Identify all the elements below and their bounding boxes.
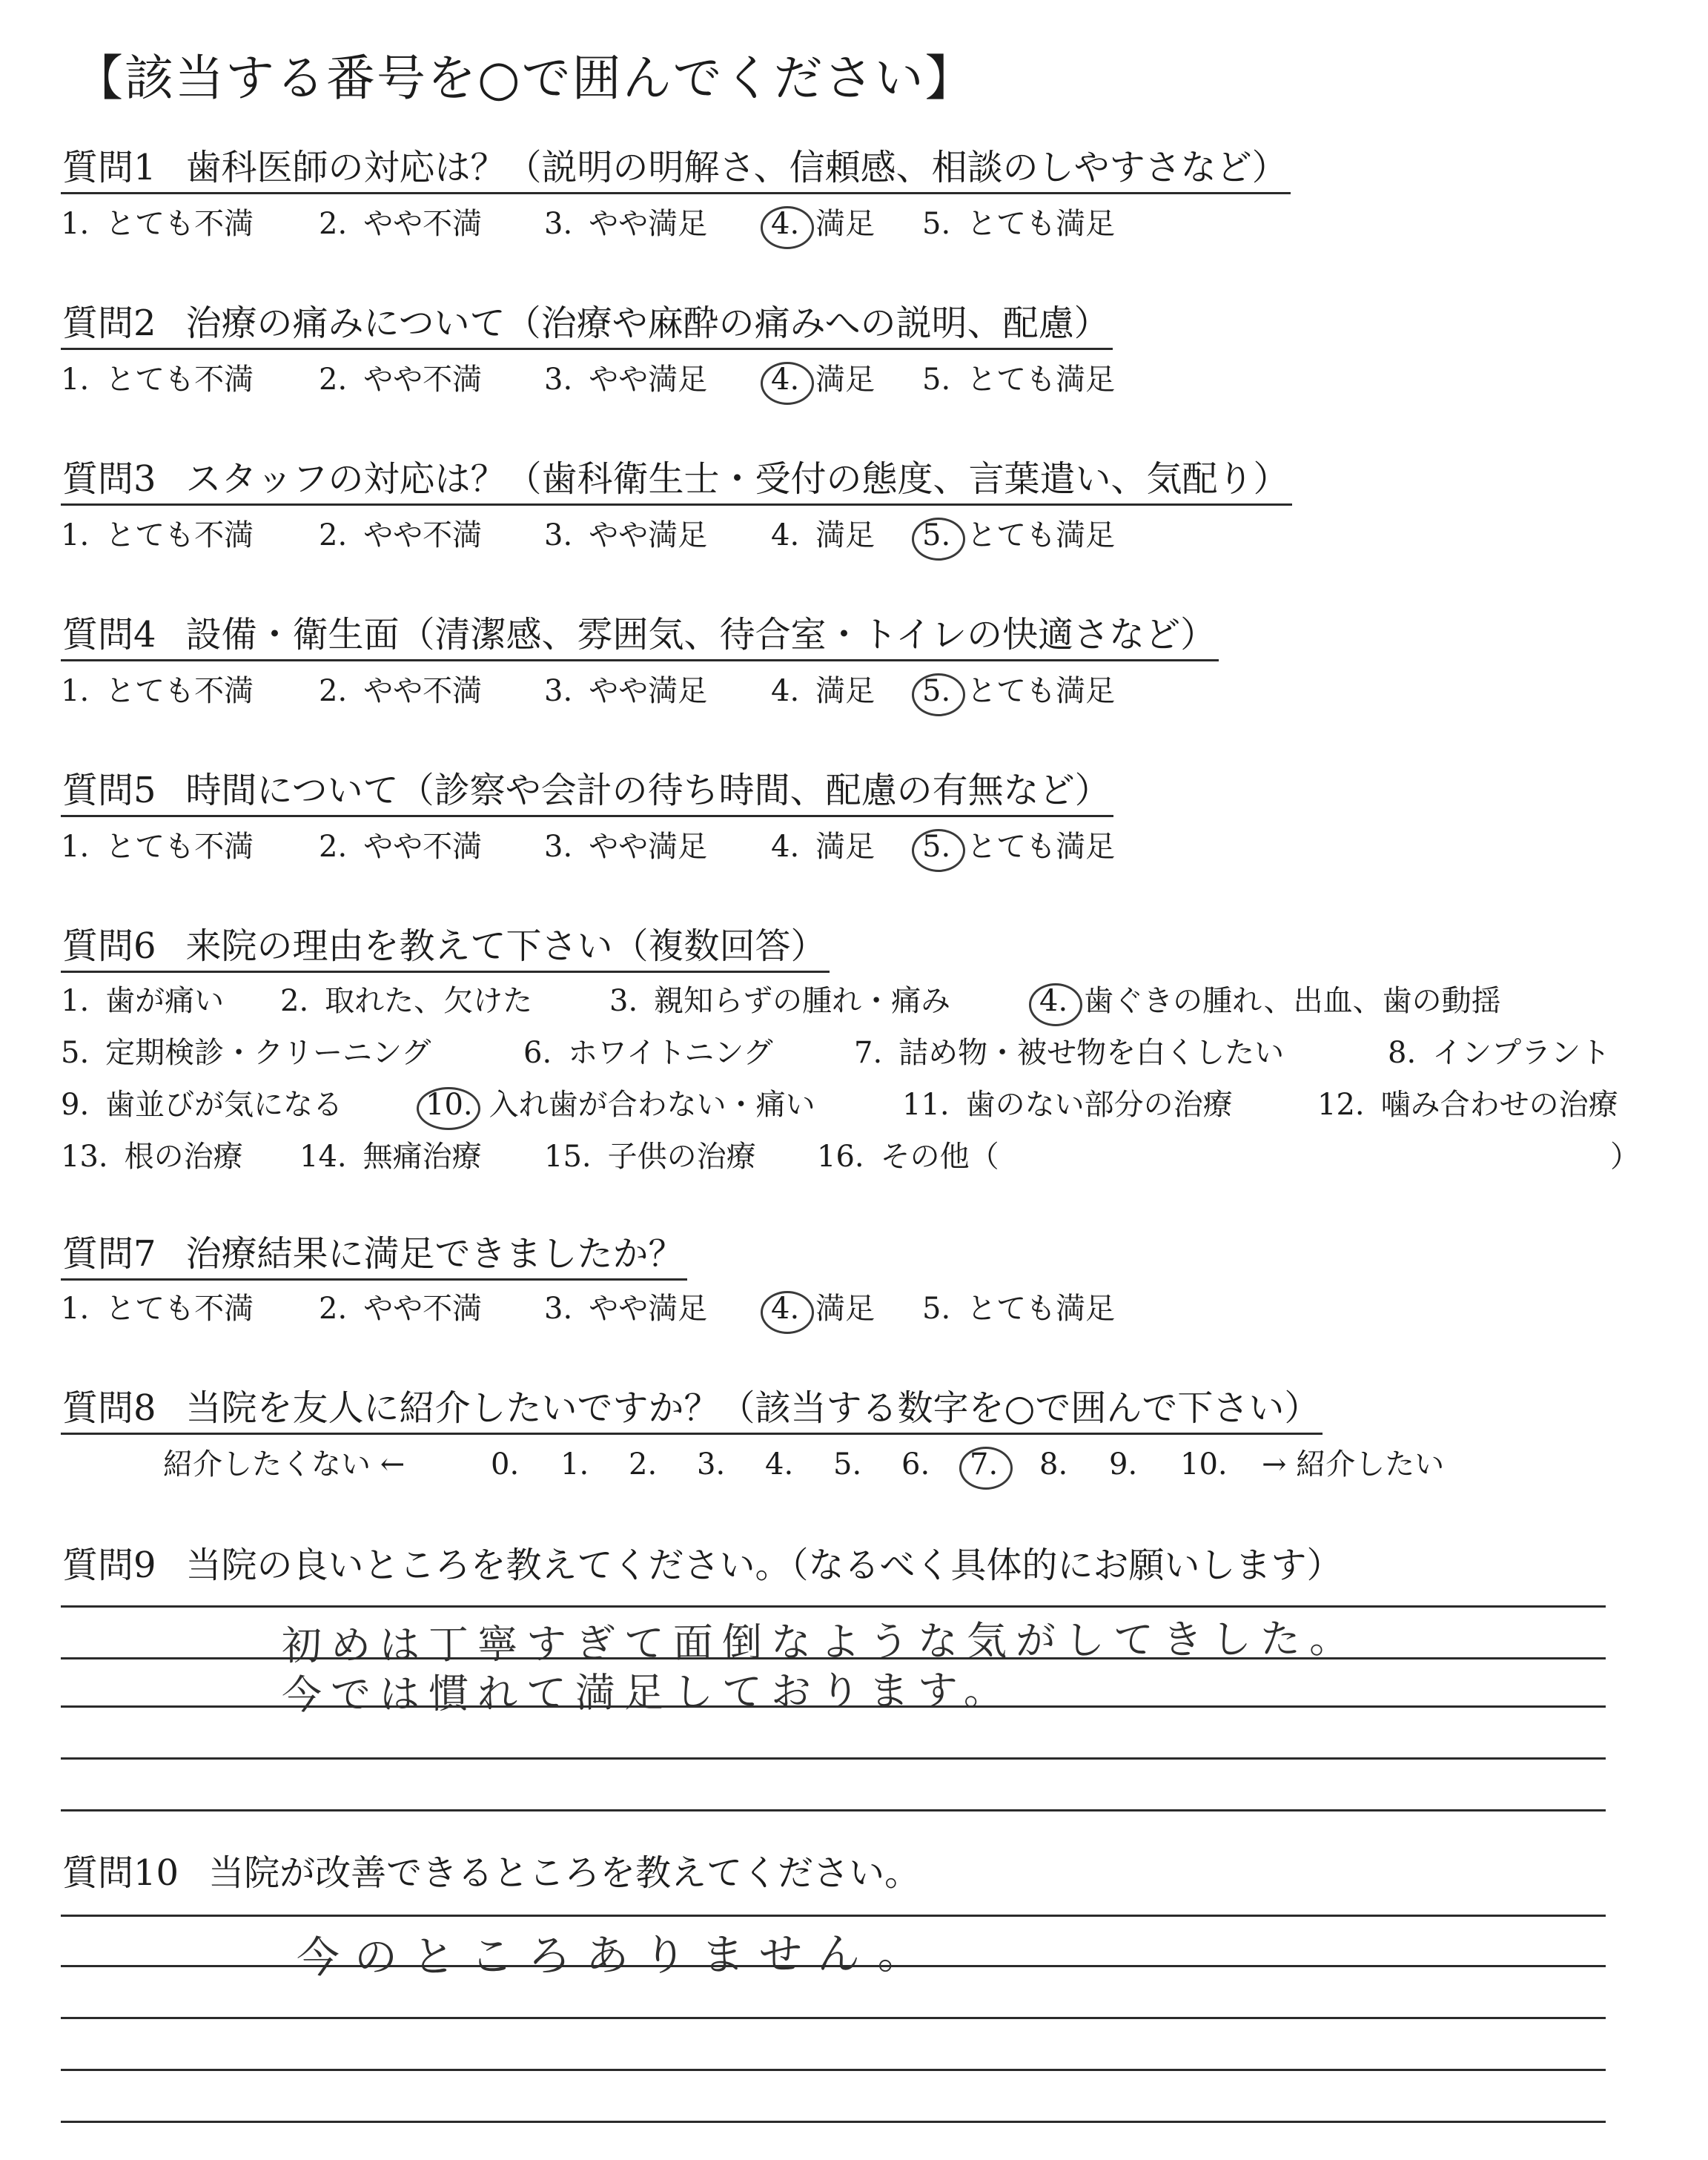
question-4-heading: 質問4 設備・衛生面（清潔感、雰囲気、待合室・トイレの快適さなど）: [61, 612, 1219, 661]
reason-11[interactable]: 11. 歯のない部分の治療: [902, 1088, 1233, 1122]
question-number: 質問1: [62, 147, 156, 188]
reason-14[interactable]: 14. 無痛治療: [299, 1140, 482, 1174]
answer-line: [61, 2069, 1606, 2071]
scale-left-label: 紹介したくない ←: [163, 1447, 406, 1482]
reason-6[interactable]: 6. ホワイトニング: [523, 1036, 773, 1070]
option-4[interactable]: 4. 満足: [771, 830, 875, 864]
other-close-paren: ）: [1610, 1140, 1640, 1174]
reason-7[interactable]: 7. 詰め物・被せ物を白くしたい: [854, 1036, 1285, 1070]
option-2[interactable]: 2. やや不満: [319, 518, 483, 552]
option-3[interactable]: 3. やや満足: [544, 518, 708, 552]
scale-0[interactable]: 0.: [491, 1447, 520, 1482]
scale-9[interactable]: 9.: [1109, 1447, 1138, 1482]
answer-line: [61, 2017, 1606, 2019]
question-text: 歯科医師の対応は？（説明の明解さ、信頼感、相談のしやすさなど）: [185, 147, 1288, 188]
scale-3[interactable]: 3.: [697, 1447, 726, 1482]
option-3[interactable]: 3. やや満足: [544, 1292, 708, 1326]
option-4-selected[interactable]: 4. 満足: [771, 1287, 875, 1331]
scale-10[interactable]: 10.: [1180, 1447, 1228, 1482]
question-8-heading: 質問8 当院を友人に紹介したいですか？（該当する数字を○で囲んで下さい）: [61, 1385, 1323, 1435]
q10-answer-line-1[interactable]: 今のところありません。: [296, 1927, 936, 1984]
option-2[interactable]: 2. やや不満: [319, 830, 483, 864]
option-4-selected[interactable]: 4. 満足: [771, 357, 875, 402]
answer-line: [61, 2121, 1606, 2123]
option-1[interactable]: 1. とても不満: [61, 1292, 254, 1326]
reason-15[interactable]: 15. 子供の治療: [544, 1140, 756, 1174]
option-1[interactable]: 1. とても不満: [61, 518, 254, 552]
reason-13[interactable]: 13. 根の治療: [61, 1140, 243, 1174]
scale-right-label: → 紹介したい: [1262, 1447, 1445, 1482]
q9-answer-line-2[interactable]: 今では慣れて満足しております。: [281, 1666, 1013, 1719]
question-3-heading: 質問3 スタッフの対応は？（歯科衛生士・受付の態度、言葉遣い、気配り）: [61, 456, 1292, 506]
question-1-heading: [61, 145, 1291, 194]
option-3[interactable]: 3. やや満足: [544, 830, 708, 864]
reason-8[interactable]: 8. インプラント: [1388, 1036, 1611, 1070]
option-5-selected[interactable]: 5. とても満足: [922, 669, 1115, 713]
option-5[interactable]: 5. とても満足: [922, 363, 1116, 397]
reason-16-other[interactable]: 16. その他（: [817, 1140, 999, 1174]
answer-line: [61, 1809, 1606, 1811]
reason-2[interactable]: 2. 取れた、欠けた: [280, 984, 533, 1018]
question-10-heading: 質問10 当院が改善できるところを教えてください。: [62, 1852, 921, 1894]
option-4[interactable]: 4. 満足: [771, 518, 875, 552]
scale-8[interactable]: 8.: [1039, 1447, 1068, 1482]
question-7-heading: 質問7 治療結果に満足できましたか？: [61, 1231, 687, 1281]
reason-10-selected[interactable]: 10. 入れ歯が合わない・痛い: [426, 1083, 815, 1127]
reason-5[interactable]: 5. 定期検診・クリーニング: [61, 1036, 431, 1070]
answer-line: [61, 1915, 1606, 1917]
question-6-heading: 質問6 来院の理由を教えて下さい（複数回答）: [61, 923, 830, 973]
q9-answer-line-1[interactable]: 初めは丁寧すぎて面倒なような気がしてきした。: [281, 1614, 1359, 1670]
reason-4-selected[interactable]: 4. 歯ぐきの腫れ、出血、歯の動揺: [1039, 979, 1501, 1023]
option-3[interactable]: 3. やや満足: [544, 363, 708, 397]
scale-5[interactable]: 5.: [833, 1447, 862, 1482]
option-1[interactable]: 1. とても不満: [61, 830, 254, 864]
option-4[interactable]: 4. 満足: [771, 674, 875, 708]
question-9-heading: 質問9 当院の良いところを教えてください。（なるべく具体的にお願いします）: [62, 1545, 1343, 1586]
option-1[interactable]: 1. とても不満: [61, 674, 254, 708]
reason-9[interactable]: 9. 歯並びが気になる: [61, 1088, 343, 1122]
reason-3[interactable]: 3. 親知らずの腫れ・痛み: [609, 984, 951, 1018]
option-3[interactable]: 3. やや満足: [544, 207, 708, 241]
option-5-selected[interactable]: 5. とても満足: [922, 825, 1115, 869]
scale-1[interactable]: 1.: [560, 1447, 589, 1482]
option-5[interactable]: 5. とても満足: [922, 207, 1116, 241]
answer-line: [61, 1605, 1606, 1608]
option-5-selected[interactable]: 5. とても満足: [922, 513, 1115, 558]
option-5[interactable]: 5. とても満足: [922, 1292, 1116, 1326]
option-2[interactable]: 2. やや不満: [319, 1292, 483, 1326]
option-2[interactable]: 2. やや不満: [319, 363, 483, 397]
option-1[interactable]: 1. とても不満: [61, 207, 254, 241]
form-title: 【該当する番号を○で囲んでください】: [74, 50, 976, 107]
scale-4[interactable]: 4.: [765, 1447, 794, 1482]
option-2[interactable]: 2. やや不満: [319, 207, 483, 241]
question-2-heading: 質問2 治療の痛みについて（治療や麻酔の痛みへの説明、配慮）: [61, 300, 1113, 350]
scale-7-selected[interactable]: 7.: [970, 1442, 1014, 1487]
option-4-selected[interactable]: 4. 満足: [771, 202, 875, 246]
option-2[interactable]: 2. やや不満: [319, 674, 483, 708]
answer-line: [61, 1757, 1606, 1760]
option-3[interactable]: 3. やや満足: [544, 674, 708, 708]
scale-6[interactable]: 6.: [901, 1447, 930, 1482]
scale-2[interactable]: 2.: [629, 1447, 658, 1482]
question-5-heading: 質問5 時間について（診察や会計の待ち時間、配慮の有無など）: [61, 767, 1113, 817]
option-1[interactable]: 1. とても不満: [61, 363, 254, 397]
reason-12[interactable]: 12. 噛み合わせの治療: [1317, 1088, 1618, 1122]
reason-1[interactable]: 1. 歯が痛い: [61, 984, 225, 1018]
